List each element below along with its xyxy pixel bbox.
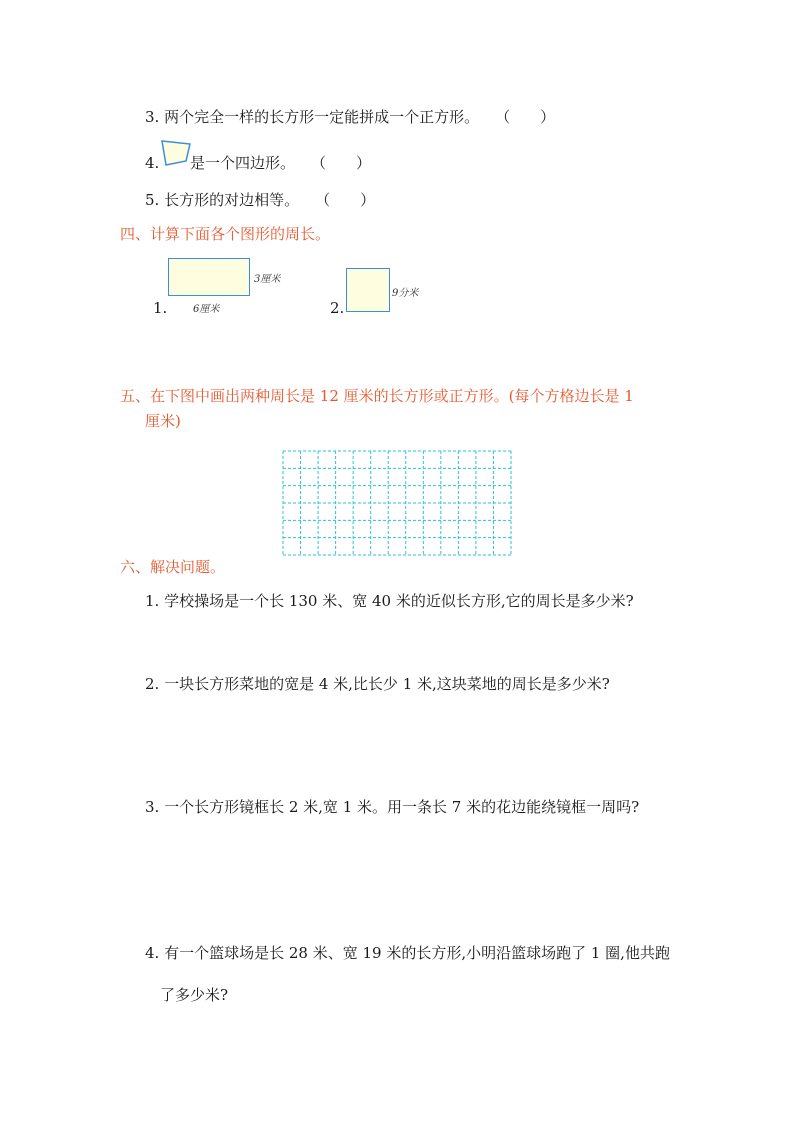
section-4-title: 四、计算下面各个图形的周长。 [120, 225, 331, 243]
answer-blank[interactable]: （ ） [315, 191, 376, 209]
rectangle-figure [168, 258, 250, 296]
figure-1-number: 1. [153, 299, 168, 317]
square-side-label: 9分米 [392, 288, 419, 299]
judge-question-4-number: 4. [145, 154, 160, 172]
drawing-grid[interactable] [282, 450, 512, 556]
judge-question-3-text: 3. 两个完全一样的长方形一定能拼成一个正方形。 [145, 108, 480, 126]
judge-question-5 [145, 190, 375, 210]
section-5-title [120, 386, 634, 406]
problem-4: 4. 有一个篮球场是长 28 米、宽 19 米的长方形,小明沿篮球场跑了 1 圈,他共跑 [145, 944, 670, 962]
rectangle-length-label: 6厘米 [193, 304, 220, 315]
answer-blank[interactable]: （ ） [495, 108, 556, 126]
section-5-title-line1: 五、在下图中画出两种周长是 12 厘米的长方形或正方形。(每个方格边长是 1 [120, 387, 634, 405]
section-6-title: 六、解决问题。 [120, 558, 226, 576]
problem-3: 3. 一个长方形镜框长 2 米,宽 1 米。用一条长 7 米的花边能绕镜框一周吗? [145, 798, 640, 816]
judge-question-4-body [190, 153, 371, 173]
figure-2-number: 2. [330, 299, 345, 317]
section-5-title-cont: 厘米) [145, 412, 181, 430]
judge-question-4 [145, 153, 159, 173]
problem-1: 1. 学校操场是一个长 130 米、宽 40 米的近似长方形,它的周长是多少米? [145, 592, 634, 610]
rectangle-width-label: 3厘米 [254, 274, 281, 285]
square-figure [346, 268, 390, 312]
quadrilateral-figure [160, 139, 194, 171]
judge-question-3 [145, 107, 555, 127]
answer-blank[interactable]: （ ） [311, 154, 372, 172]
judge-question-5-text: 5. 长方形的对边相等。 [145, 191, 300, 209]
problem-2: 2. 一块长方形菜地的宽是 4 米,比长少 1 米,这块菜地的周长是多少米? [145, 675, 610, 693]
judge-question-4-text: 是一个四边形。 [190, 154, 296, 172]
problem-4-continued: 了多少米? [160, 986, 229, 1004]
